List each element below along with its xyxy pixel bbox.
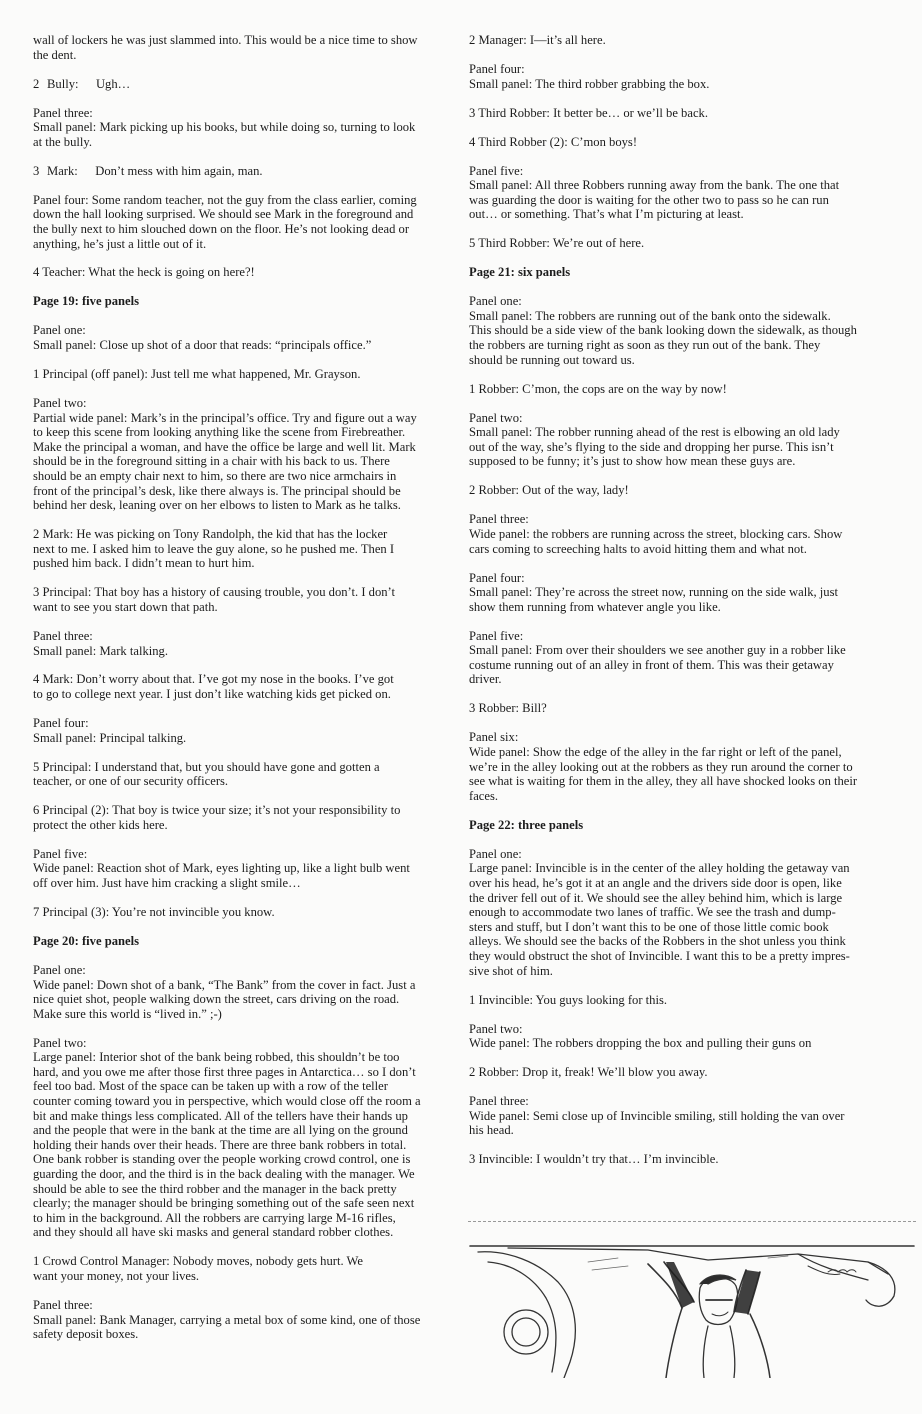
panel-description: Panel one: Small panel: The robbers are running out of the bank onto the sidewalk. This should be a side view of the bank looking down the sidewalk, as though the robbers are turning right as soon as they run out of the bank. They should be running out toward us. bbox=[469, 294, 857, 367]
left-column bbox=[33, 33, 447, 1356]
panel-description: Panel five: Small panel: From over their shoulders we see another guy in a robber like costume running out of an alley in front of them. This was their getaway driver. bbox=[469, 628, 846, 687]
right-column bbox=[469, 33, 887, 1181]
dialogue-line: 2 Robber: Out of the way, lady! bbox=[469, 483, 629, 498]
panel-description: Panel six: Wide panel: Show the edge of the alley in the far right or left of the panel, we’re in the alley looking out at the robbers as they run around the corner to see what is waiting for them in the alley, they all have shocked looks on their faces. bbox=[469, 730, 858, 803]
panel-description: Panel two: Small panel: The robber running ahead of the rest is elbowing an old lady out of the way, she’s flying to the side and dropping her purse. This isn’t supposed to be funny; it’s just to show how mean these guys are. bbox=[469, 410, 840, 469]
panel-description: Panel four: Small panel: They’re across the street now, running on the side walk, just show them running from whatever angle you like. bbox=[469, 570, 838, 614]
page-heading: Page 20: five panels bbox=[33, 933, 139, 948]
dialogue-line: 4 Teacher: What the heck is going on here?! bbox=[33, 265, 255, 280]
dialogue-line: 3 Invincible: I wouldn’t try that… I’m invincible. bbox=[469, 1152, 719, 1167]
panel-description: Panel five: Small panel: All three Robbers running away from the bank. The one that was guarding the door is waiting for the other two to pass so he can run out… or something. That’s what I’m picturing at least. bbox=[469, 163, 840, 222]
panel-description: Panel three: Small panel: Mark talking. bbox=[33, 628, 169, 658]
sketch-drawing bbox=[468, 1222, 916, 1378]
panel-description: Panel three: Wide panel: Semi close up of Invincible smiling, still holding the van over his head. bbox=[469, 1094, 845, 1138]
dialogue-line: 3 Mark: Don’t mess with him again, man. bbox=[33, 163, 263, 178]
panel-description: Panel two: Wide panel: The robbers dropping the box and pulling their guns on bbox=[469, 1021, 812, 1051]
panel-description: Panel four: Some random teacher, not the guy from the class earlier, coming down the hall looking surprised. We should see Mark in the foreground and the bully next to him slouched down on the floor. He’s not looking dead or anything, he’s just a little out of it. bbox=[33, 192, 417, 251]
sketch-illustration bbox=[468, 1221, 916, 1378]
panel-description: Panel four: Small panel: The third robber grabbing the box. bbox=[469, 61, 710, 91]
dialogue-line: 4 Third Robber (2): C’mon boys! bbox=[469, 134, 638, 149]
dialogue-line: 1 Principal (off panel): Just tell me what happened, Mr. Grayson. bbox=[33, 367, 361, 382]
dialogue-line: 5 Third Robber: We’re out of here. bbox=[469, 236, 645, 251]
dialogue-line: 2 Bully: Ugh… bbox=[33, 76, 131, 91]
panel-description: Panel one: Wide panel: Down shot of a bank, “The Bank” from the cover in fact. Just a nice quiet shot, people walking down the street, cars driving on the road. Make sure this world is “lived in.” ;-) bbox=[33, 962, 416, 1021]
dialogue-line: 2 Mark: He was picking on Tony Randolph, the kid that has the locker next to me. I asked him to leave the guy alone, so he pushed me. Then I pushed him back. I didn’t mean to hurt him. bbox=[33, 527, 395, 571]
dialogue-line: 1 Robber: C’mon, the cops are on the way by now! bbox=[469, 381, 727, 396]
dialogue-line: 3 Principal: That boy has a history of causing trouble, you don’t. I don’t want to see you start down that path. bbox=[33, 585, 396, 614]
dialogue-line: 4 Mark: Don’t worry about that. I’ve got my nose in the books. I’ve got to go to college next year. I just don’t like watching kids get picked on. bbox=[33, 672, 394, 702]
script-block: wall of lockers he was just slammed into. This would be a nice time to show the dent. bbox=[33, 33, 418, 62]
panel-description: Panel five: Wide panel: Reaction shot of Mark, eyes lighting up, like a light bulb went off over him. Just have him cracking a slight smile… bbox=[33, 846, 410, 890]
panel-description: Panel two: Large panel: Interior shot of the bank being robbed, this shouldn’t be too hard, and you owe me after those first three pages in Antarctica… so I don’t feel too bad. Most of the space can be taken up with a row of the teller counter coming toward you in perspective, which would close off the room a bit and make things less complicated. All of the tellers have their hands up and the people that were in the bank at the time are all lying on the ground holding their hands over their heads. There are three bank robbers in total. One bank robber is standing over the people working crowd control, one is guarding the door, and the third is in the back dealing with the manager. We should be able to see the third robber and the manager in the back pretty clearly; the manager should be bringing something out of the safe seen next to him in the background. All the robbers are carrying large M-16 rifles, and they should all have ski masks and general standard robber clothes. bbox=[33, 1035, 421, 1240]
panel-description: Panel one: Large panel: Invincible is in the center of the alley holding the getaway van over his head, he’s got it at an angle and the drivers side door is open, like the driver fell out of it. We should see the alley behind him, which is large enough to accommodate two lanes of traffic. We see the trash and dump- sters and stuff, but I don’t want this to be one of those little comic book alleys. We should see the backs of the Robbers in the shot unless you think they would obstruct the shot of Invincible. I want this to be a pretty impres- sive shot of him. bbox=[469, 846, 850, 978]
dialogue-line: 2 Manager: I—it’s all here. bbox=[469, 33, 606, 47]
dialogue-line: 2 Robber: Drop it, freak! We’ll blow you away. bbox=[469, 1065, 708, 1080]
dialogue-line: 3 Robber: Bill? bbox=[469, 701, 547, 716]
panel-description: Panel one: Small panel: Close up shot of a door that reads: “principals office.” bbox=[33, 323, 372, 353]
dialogue-line: 5 Principal: I understand that, but you should have gone and gotten a teacher, or one of our security officers. bbox=[33, 759, 380, 789]
dialogue-line: 7 Principal (3): You’re not invincible you know. bbox=[33, 904, 275, 919]
dialogue-line: 1 Invincible: You guys looking for this. bbox=[469, 992, 668, 1007]
panel-description: Panel three: Small panel: Bank Manager, carrying a metal box of some kind, one of those safety deposit boxes. bbox=[33, 1297, 421, 1342]
page-heading: Page 22: three panels bbox=[469, 817, 584, 832]
dialogue-line: 1 Crowd Control Manager: Nobody moves, nobody gets hurt. We want your money, not your lives. bbox=[33, 1254, 364, 1283]
panel-description: Panel three: Small panel: Mark picking up his books, but while doing so, turning to look at the bully. bbox=[33, 105, 416, 149]
panel-description: Panel three: Wide panel: the robbers are running across the street, blocking cars. Show cars coming to screeching halts to avoid hitting them and what not. bbox=[469, 512, 843, 556]
page-heading: Page 21: six panels bbox=[469, 265, 571, 280]
panel-description: Panel four: Small panel: Principal talking. bbox=[33, 716, 187, 745]
panel-description: Panel two: Partial wide panel: Mark’s in the principal’s office. Try and figure out a way to keep this scene from looking anything like the scene from Firebreather. Make the principal a woman, and have the office be large and well lit. Mark should be in the foreground sitting in a chair with his back to us. There should be an empty chair next to him, so there are two nice armchairs in front of the principal’s desk, like there always is. The principal should be behind her desk, leaning over on her elbows to listen to Mark as he talks. bbox=[33, 396, 417, 513]
page-heading: Page 19: five panels bbox=[33, 294, 139, 309]
dialogue-line: 3 Third Robber: It better be… or we’ll be back. bbox=[469, 105, 708, 120]
dialogue-line: 6 Principal (2): That boy is twice your size; it’s not your responsibility to protect the other kids here. bbox=[33, 803, 401, 832]
